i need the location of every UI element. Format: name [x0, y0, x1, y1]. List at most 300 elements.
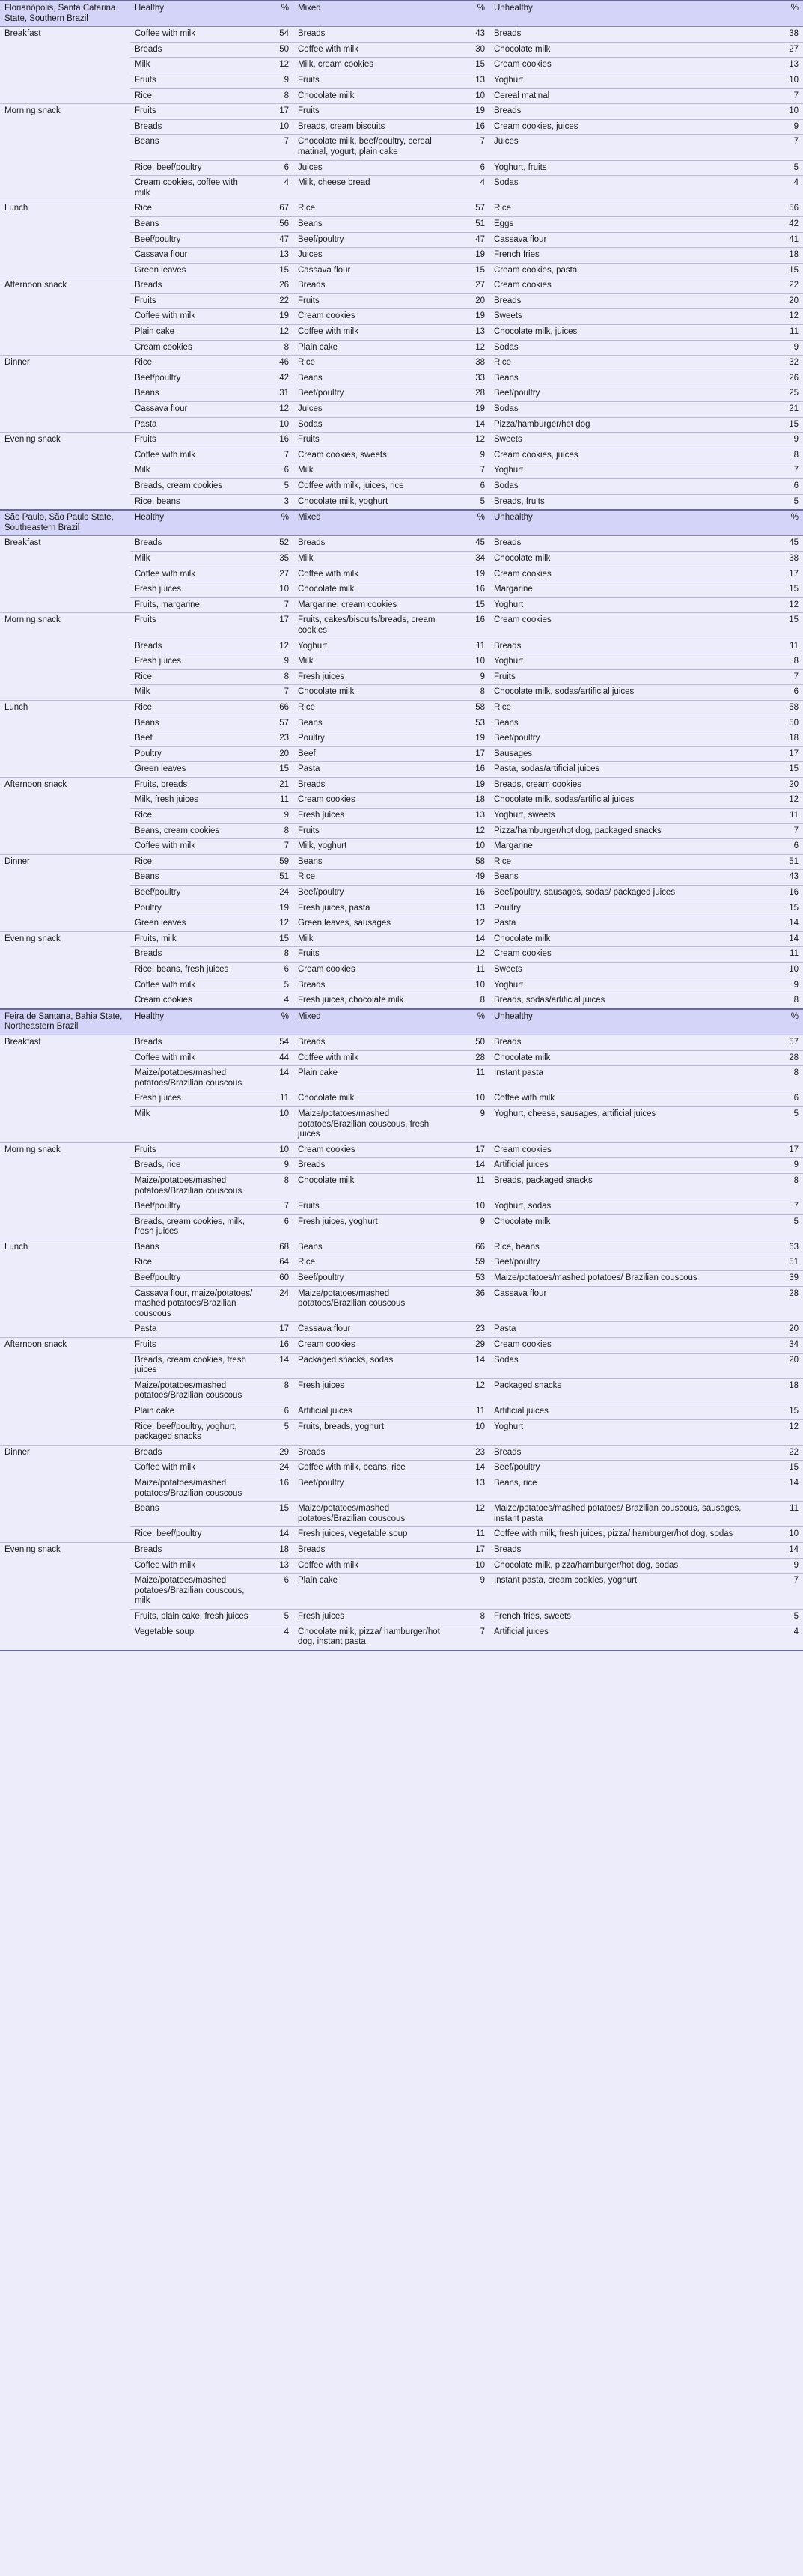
healthy-percent: 22 [257, 293, 293, 309]
healthy-percent: 15 [257, 263, 293, 278]
unhealthy-item: Maize/potatoes/mashed potatoes/ Brazilian couscous [489, 1271, 766, 1287]
healthy-percent: 4 [257, 1625, 293, 1651]
meal-label [0, 1271, 130, 1287]
mixed-percent: 12 [452, 340, 489, 356]
table-row [0, 1091, 803, 1107]
unhealthy-item: Beans [489, 371, 766, 386]
table-row [0, 1502, 803, 1527]
meal-label: Breakfast [0, 27, 130, 43]
table-row [0, 494, 803, 510]
unhealthy-percent: 11 [766, 809, 803, 824]
mixed-percent: 11 [452, 1527, 489, 1543]
mixed-header: Mixed [293, 1, 452, 27]
healthy-percent: 3 [257, 494, 293, 510]
healthy-item: Fruits, milk [130, 931, 257, 947]
mixed-percent: 10 [452, 1558, 489, 1574]
unhealthy-item: Breads [489, 1445, 766, 1461]
mixed-item: Chocolate milk [293, 685, 452, 701]
healthy-item: Pasta [130, 417, 257, 433]
healthy-percent: 7 [257, 839, 293, 855]
meal-label [0, 1558, 130, 1574]
healthy-percent: 15 [257, 931, 293, 947]
healthy-item: Fruits, plain cake, fresh juices [130, 1609, 257, 1625]
unhealthy-item: Rice, beans [489, 1240, 766, 1255]
meal-label [0, 1173, 130, 1199]
mixed-item: Plain cake [293, 1066, 452, 1091]
unhealthy-percent: 58 [766, 700, 803, 716]
mixed-item: Plain cake [293, 1574, 452, 1610]
healthy-item: Milk [130, 685, 257, 701]
mixed-percent: 17 [452, 746, 489, 762]
meal-label [0, 762, 130, 778]
table-row [0, 1286, 803, 1322]
unhealthy-percent: 22 [766, 1445, 803, 1461]
mixed-item: Juices [293, 402, 452, 418]
healthy-percent: 64 [257, 1255, 293, 1271]
unhealthy-item: Poultry [489, 901, 766, 916]
mixed-percent: 10 [452, 1419, 489, 1445]
healthy-percent: 27 [257, 567, 293, 582]
unhealthy-percent: 12 [766, 793, 803, 809]
mixed-percent: 8 [452, 685, 489, 701]
unhealthy-item: Sodas [489, 402, 766, 418]
healthy-percent: 52 [257, 536, 293, 552]
healthy-item: Beans [130, 1502, 257, 1527]
mixed-item: Fresh juices [293, 669, 452, 685]
table-row [0, 201, 803, 217]
unhealthy-percent: 11 [766, 947, 803, 963]
healthy-percent: 5 [257, 1419, 293, 1445]
mixed-percent: 4 [452, 176, 489, 201]
healthy-percent: 67 [257, 201, 293, 217]
table-row [0, 135, 803, 160]
mixed-percent: 28 [452, 386, 489, 402]
table-row [0, 536, 803, 552]
unhealthy-percent: 12 [766, 1419, 803, 1445]
mixed-percent: 12 [452, 1502, 489, 1527]
meal-label [0, 963, 130, 978]
healthy-percent: 57 [257, 716, 293, 731]
mixed-item: Beef/poultry [293, 386, 452, 402]
mixed-item: Milk [293, 551, 452, 567]
unhealthy-percent: 5 [766, 160, 803, 176]
mixed-percent: 6 [452, 160, 489, 176]
healthy-item: Rice, beef/poultry, yoghurt, packaged snacks [130, 1419, 257, 1445]
meal-label: Evening snack [0, 1542, 130, 1558]
mixed-item: Beef/poultry [293, 232, 452, 248]
healthy-percent: 12 [257, 58, 293, 73]
table-row [0, 176, 803, 201]
unhealthy-item: Rice [489, 854, 766, 870]
mixed-percent: 17 [452, 1542, 489, 1558]
mixed-item: Cream cookies, sweets [293, 448, 452, 463]
mixed-item: Cream cookies [293, 1338, 452, 1354]
healthy-header: Healthy [130, 1009, 257, 1035]
meal-label [0, 1404, 130, 1420]
unhealthy-item: Chocolate milk [489, 1050, 766, 1066]
mixed-percent: 53 [452, 1271, 489, 1287]
healthy-percent: 54 [257, 1035, 293, 1050]
mixed-item: Coffee with milk [293, 1558, 452, 1574]
unhealthy-percent: 38 [766, 27, 803, 43]
healthy-item: Beef [130, 731, 257, 747]
healthy-percent: 9 [257, 73, 293, 88]
unhealthy-item: Chocolate milk, sodas/artificial juices [489, 685, 766, 701]
mixed-percent: 53 [452, 716, 489, 731]
unhealthy-item: Breads, fruits [489, 494, 766, 510]
region-location: Feira de Santana, Bahia State, Northeastern Brazil [0, 1009, 130, 1035]
healthy-percent: 7 [257, 1199, 293, 1215]
unhealthy-item: Yoghurt [489, 1419, 766, 1445]
meal-label [0, 448, 130, 463]
table-row [0, 551, 803, 567]
meal-label [0, 1378, 130, 1404]
unhealthy-percent: 17 [766, 567, 803, 582]
unhealthy-percent: 22 [766, 278, 803, 294]
unhealthy-item: Cream cookies, pasta [489, 263, 766, 278]
table-row [0, 870, 803, 886]
healthy-percent: 17 [257, 1322, 293, 1338]
unhealthy-item: Fruits [489, 669, 766, 685]
meal-label: Lunch [0, 1240, 130, 1255]
healthy-item: Cassava flour [130, 402, 257, 418]
table-row [0, 1050, 803, 1066]
meal-label [0, 1609, 130, 1625]
mixed-item: Breads [293, 536, 452, 552]
healthy-item: Coffee with milk [130, 839, 257, 855]
table-row [0, 854, 803, 870]
mixed-item: Maize/potatoes/mashed potatoes/Brazilian couscous, fresh juices [293, 1106, 452, 1142]
mixed-percent: 18 [452, 793, 489, 809]
table-row [0, 58, 803, 73]
unhealthy-item: Artificial juices [489, 1158, 766, 1174]
unhealthy-percent: 9 [766, 1158, 803, 1174]
unhealthy-percent: 11 [766, 1502, 803, 1527]
table-row [0, 1476, 803, 1501]
unhealthy-percent: 25 [766, 386, 803, 402]
meal-label [0, 1255, 130, 1271]
unhealthy-percent: 5 [766, 1214, 803, 1240]
mixed-item: Breads [293, 1035, 452, 1050]
healthy-item: Rice [130, 809, 257, 824]
mixed-percent: 16 [452, 613, 489, 639]
meal-label: Dinner [0, 854, 130, 870]
mixed-percent: 10 [452, 839, 489, 855]
unhealthy-item: Margarine [489, 839, 766, 855]
unhealthy-item: Coffee with milk [489, 1091, 766, 1107]
unhealthy-item: Yoghurt, sweets [489, 809, 766, 824]
unhealthy-percent: 12 [766, 597, 803, 613]
healthy-item: Cream cookies [130, 993, 257, 1009]
mixed-percent: 15 [452, 263, 489, 278]
mixed-percent: 7 [452, 463, 489, 479]
healthy-percent: 9 [257, 1158, 293, 1174]
unhealthy-percent: 10 [766, 1527, 803, 1543]
healthy-item: Breads [130, 947, 257, 963]
healthy-percent: 6 [257, 160, 293, 176]
unhealthy-percent: 42 [766, 216, 803, 232]
unhealthy-percent: 17 [766, 746, 803, 762]
mixed-item: Coffee with milk [293, 1050, 452, 1066]
table-row [0, 104, 803, 120]
healthy-item: Fruits [130, 293, 257, 309]
meal-label [0, 402, 130, 418]
mixed-item: Poultry [293, 731, 452, 747]
unhealthy-percent: 50 [766, 716, 803, 731]
unhealthy-item: Cream cookies, juices [489, 448, 766, 463]
meal-label [0, 1502, 130, 1527]
mixed-item: Fruits, cakes/biscuits/breads, cream cookies [293, 613, 452, 639]
unhealthy-percent: 15 [766, 582, 803, 598]
healthy-percent: 13 [257, 248, 293, 264]
mixed-item: Juices [293, 248, 452, 264]
mixed-item: Pasta [293, 762, 452, 778]
percent-header: % [452, 510, 489, 536]
healthy-percent: 10 [257, 417, 293, 433]
table-row [0, 839, 803, 855]
table-row [0, 1574, 803, 1610]
unhealthy-percent: 16 [766, 886, 803, 901]
mixed-item: Cassava flour [293, 263, 452, 278]
unhealthy-percent: 6 [766, 1091, 803, 1107]
unhealthy-item: Cereal matinal [489, 88, 766, 104]
healthy-item: Green leaves [130, 916, 257, 932]
table-row [0, 42, 803, 58]
unhealthy-item: Chocolate milk, juices [489, 325, 766, 341]
healthy-item: Breads [130, 1542, 257, 1558]
unhealthy-percent: 43 [766, 870, 803, 886]
unhealthy-percent: 13 [766, 58, 803, 73]
meal-label: Lunch [0, 201, 130, 217]
meal-label [0, 551, 130, 567]
mixed-item: Fruits [293, 947, 452, 963]
healthy-percent: 5 [257, 479, 293, 495]
unhealthy-item: Beef/poultry, sausages, sodas/ packaged juices [489, 886, 766, 901]
healthy-percent: 8 [257, 669, 293, 685]
healthy-item: Rice [130, 669, 257, 685]
unhealthy-item: Breads, packaged snacks [489, 1173, 766, 1199]
unhealthy-item: Beef/poultry [489, 1461, 766, 1476]
table-row [0, 567, 803, 582]
meal-label [0, 1286, 130, 1322]
healthy-item: Maize/potatoes/mashed potatoes/Brazilian couscous, milk [130, 1574, 257, 1610]
meal-label [0, 1353, 130, 1378]
meal-label [0, 216, 130, 232]
healthy-percent: 7 [257, 597, 293, 613]
mixed-percent: 9 [452, 1106, 489, 1142]
table-row [0, 793, 803, 809]
unhealthy-item: Sausages [489, 746, 766, 762]
mixed-percent: 12 [452, 823, 489, 839]
mixed-percent: 43 [452, 27, 489, 43]
mixed-item: Breads [293, 777, 452, 793]
unhealthy-percent: 15 [766, 417, 803, 433]
unhealthy-item: Pasta [489, 1322, 766, 1338]
table-row [0, 73, 803, 88]
mixed-percent: 50 [452, 1035, 489, 1050]
healthy-percent: 47 [257, 232, 293, 248]
meal-label: Morning snack [0, 104, 130, 120]
mixed-item: Fruits, breads, yoghurt [293, 1419, 452, 1445]
unhealthy-item: Chocolate milk [489, 42, 766, 58]
healthy-percent: 50 [257, 42, 293, 58]
healthy-item: Fruits, margarine [130, 597, 257, 613]
healthy-item: Breads [130, 42, 257, 58]
mixed-item: Milk, cheese bread [293, 176, 452, 201]
healthy-percent: 21 [257, 777, 293, 793]
meal-label [0, 417, 130, 433]
table-row [0, 263, 803, 278]
unhealthy-percent: 20 [766, 1322, 803, 1338]
unhealthy-percent: 15 [766, 1404, 803, 1420]
mixed-item: Packaged snacks, sodas [293, 1353, 452, 1378]
mixed-percent: 51 [452, 216, 489, 232]
mixed-percent: 10 [452, 88, 489, 104]
mixed-item: Breads [293, 278, 452, 294]
mixed-percent: 16 [452, 886, 489, 901]
table-row [0, 88, 803, 104]
unhealthy-item: Breads [489, 536, 766, 552]
table-row [0, 1609, 803, 1625]
table-row [0, 1035, 803, 1050]
table-row [0, 1558, 803, 1574]
meal-label [0, 1461, 130, 1476]
unhealthy-percent: 18 [766, 1378, 803, 1404]
mixed-percent: 58 [452, 854, 489, 870]
table-row [0, 731, 803, 747]
mixed-item: Beef/poultry [293, 886, 452, 901]
healthy-percent: 6 [257, 1574, 293, 1610]
unhealthy-item: Pasta [489, 916, 766, 932]
mixed-percent: 38 [452, 356, 489, 371]
mixed-percent: 9 [452, 448, 489, 463]
table-row [0, 762, 803, 778]
mixed-item: Fresh juices [293, 1378, 452, 1404]
meal-label [0, 654, 130, 670]
meal-label: Evening snack [0, 433, 130, 448]
healthy-percent: 7 [257, 135, 293, 160]
healthy-item: Beef/poultry [130, 886, 257, 901]
healthy-item: Beans [130, 870, 257, 886]
mixed-item: Chocolate milk [293, 1173, 452, 1199]
meal-label [0, 731, 130, 747]
healthy-percent: 8 [257, 88, 293, 104]
mixed-percent: 10 [452, 1199, 489, 1215]
mixed-percent: 5 [452, 494, 489, 510]
healthy-percent: 10 [257, 1106, 293, 1142]
healthy-percent: 5 [257, 978, 293, 993]
unhealthy-item: Margarine [489, 582, 766, 598]
unhealthy-item: Chocolate milk [489, 551, 766, 567]
mixed-item: Breads [293, 978, 452, 993]
percent-header: % [766, 1009, 803, 1035]
unhealthy-item: Beef/poultry [489, 731, 766, 747]
unhealthy-percent: 27 [766, 42, 803, 58]
unhealthy-item: Breads [489, 1542, 766, 1558]
healthy-percent: 8 [257, 823, 293, 839]
unhealthy-percent: 7 [766, 135, 803, 160]
table-row [0, 1527, 803, 1543]
mixed-percent: 10 [452, 1091, 489, 1107]
mixed-percent: 45 [452, 536, 489, 552]
healthy-percent: 11 [257, 1091, 293, 1107]
mixed-item: Chocolate milk, beef/poultry, cereal matinal, yogurt, plain cake [293, 135, 452, 160]
table-row [0, 823, 803, 839]
unhealthy-item: Artificial juices [489, 1625, 766, 1651]
mixed-item: Maize/potatoes/mashed potatoes/Brazilian couscous [293, 1502, 452, 1527]
unhealthy-item: Pizza/hamburger/hot dog, packaged snacks [489, 823, 766, 839]
unhealthy-percent: 51 [766, 854, 803, 870]
meal-label: Breakfast [0, 536, 130, 552]
unhealthy-item: Yoghurt [489, 463, 766, 479]
healthy-percent: 12 [257, 639, 293, 654]
healthy-percent: 51 [257, 870, 293, 886]
healthy-item: Pasta [130, 1322, 257, 1338]
meal-label [0, 463, 130, 479]
healthy-item: Rice [130, 1255, 257, 1271]
healthy-item: Rice, beans [130, 494, 257, 510]
healthy-item: Beans [130, 1240, 257, 1255]
mixed-item: Cream cookies [293, 793, 452, 809]
mixed-item: Green leaves, sausages [293, 916, 452, 932]
meal-label [0, 58, 130, 73]
meal-label [0, 160, 130, 176]
unhealthy-item: Breads [489, 293, 766, 309]
unhealthy-percent: 15 [766, 901, 803, 916]
healthy-percent: 17 [257, 613, 293, 639]
healthy-item: Fresh juices [130, 582, 257, 598]
healthy-percent: 59 [257, 854, 293, 870]
healthy-item: Breads, cream cookies [130, 479, 257, 495]
mixed-percent: 11 [452, 1173, 489, 1199]
table-row [0, 1322, 803, 1338]
mixed-percent: 14 [452, 1353, 489, 1378]
unhealthy-percent: 63 [766, 1240, 803, 1255]
unhealthy-item: Chocolate milk [489, 1214, 766, 1240]
table-row [0, 1461, 803, 1476]
mixed-percent: 30 [452, 42, 489, 58]
table-row [0, 669, 803, 685]
mixed-percent: 36 [452, 1286, 489, 1322]
mixed-percent: 16 [452, 582, 489, 598]
healthy-item: Beans, cream cookies [130, 823, 257, 839]
healthy-item: Poultry [130, 901, 257, 916]
healthy-percent: 15 [257, 762, 293, 778]
unhealthy-item: Maize/potatoes/mashed potatoes/ Brazilian couscous, sausages, instant pasta [489, 1502, 766, 1527]
healthy-percent: 14 [257, 1066, 293, 1091]
unhealthy-item: Rice [489, 356, 766, 371]
healthy-percent: 24 [257, 886, 293, 901]
mixed-item: Fruits [293, 823, 452, 839]
unhealthy-item: Cassava flour [489, 1286, 766, 1322]
meal-label [0, 916, 130, 932]
meal-label [0, 993, 130, 1009]
healthy-item: Breads [130, 119, 257, 135]
mixed-percent: 10 [452, 978, 489, 993]
healthy-percent: 60 [257, 1271, 293, 1287]
healthy-percent: 9 [257, 809, 293, 824]
healthy-item: Milk [130, 463, 257, 479]
healthy-percent: 7 [257, 685, 293, 701]
table-row [0, 1271, 803, 1287]
mixed-item: Fresh juices [293, 809, 452, 824]
table-row [0, 1542, 803, 1558]
unhealthy-item: Yoghurt [489, 654, 766, 670]
mixed-percent: 7 [452, 135, 489, 160]
table-body [0, 1, 803, 1651]
unhealthy-percent: 9 [766, 119, 803, 135]
unhealthy-percent: 7 [766, 88, 803, 104]
